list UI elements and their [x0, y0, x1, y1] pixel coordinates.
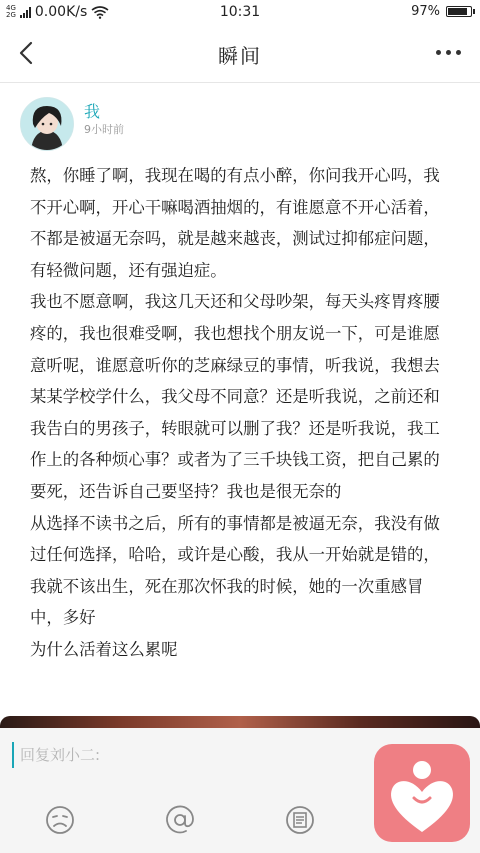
- status-bar: [0, 0, 480, 24]
- heart-like-icon: [374, 744, 470, 842]
- battery-icon: [446, 6, 472, 17]
- at-mention-icon: [164, 804, 196, 836]
- network-speed: 0.00K/s: [34, 4, 88, 20]
- status-right: [411, 4, 472, 19]
- more-dots-icon: [436, 50, 441, 55]
- author-name[interactable]: 我: [84, 102, 101, 121]
- status-time: 10:31: [219, 4, 261, 20]
- image-strip: [0, 716, 480, 728]
- post-header: [0, 97, 480, 157]
- mention-button[interactable]: [164, 804, 196, 836]
- post-paragraph: 熬，你睡了啊，我现在喝的有点小醉，你问我开心吗，我不开心啊，开心干嘛喝酒抽烟的，有谁愿意不开心活着，不都是被逼无奈吗，就是越来越丧，测试过抑郁症问题，有轻微问题，还有强迫症。: [30, 166, 440, 280]
- battery-fill: [448, 8, 467, 15]
- more-button[interactable]: [436, 46, 464, 58]
- nav-bar: [0, 24, 480, 83]
- battery-percent: 97%: [411, 4, 440, 19]
- like-button[interactable]: [374, 744, 470, 842]
- avatar[interactable]: [20, 97, 74, 151]
- page-title: 瞬间: [218, 44, 262, 68]
- post-body: [30, 160, 450, 666]
- post-paragraph: 我也不愿意啊，我这几天还和父母吵架，每天头疼胃疼腰疼的，我也很难受啊，我也想找个朋友说一下，可是谁愿意听呢，谁愿意听你的芝麻绿豆的事情，听我说，我想去某某学校学什么，我父母不同意？还是听我说，之前还和我告白的男孩子，转眼就可以删了我？还是听我说，我工作上的各种烦心事？或者为了三千块钱工资，把自己累的要死，还告诉自己要坚持？我也是很无奈的: [30, 292, 440, 501]
- emoji-icon: [44, 804, 76, 836]
- avatar-illustration: [21, 98, 73, 150]
- network-bottom-label: 2G: [6, 11, 16, 19]
- network-top-label: 4G: [6, 4, 16, 12]
- post-time: 9小时前: [84, 123, 124, 136]
- reply-input[interactable]: 回复刘小二:: [12, 742, 360, 768]
- emoji-button[interactable]: [44, 804, 76, 836]
- more-dot: [446, 50, 451, 55]
- post-paragraph: 为什么活着这么累呢: [30, 639, 178, 659]
- anonymous-icon: [284, 804, 316, 836]
- post-paragraph: 从选择不读书之后，所有的事情都是被逼无奈，我没有做过任何选择，哈哈，或许是心酸，我从一开始就是错的，我就不该出生，死在那次怀我的时候，她的一次重感冒中，多好: [30, 513, 440, 628]
- anonymous-button[interactable]: [284, 804, 316, 836]
- more-dot: [456, 50, 461, 55]
